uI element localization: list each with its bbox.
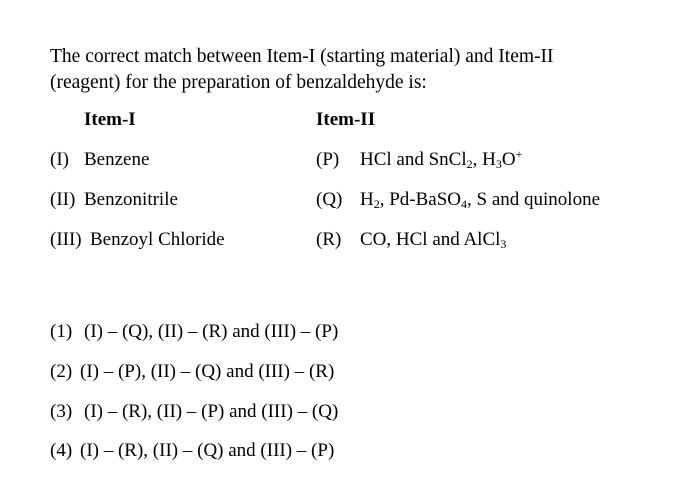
option-text: (I) – (Q), (II) – (R) and (III) – (P)	[84, 321, 339, 342]
item-i-text: Benzene	[84, 149, 150, 170]
item-i-row-3	[50, 228, 225, 252]
item-i-text: Benzoyl Chloride	[90, 229, 225, 250]
option-label: (3)	[50, 401, 73, 422]
item-ii-label: (Q)	[316, 189, 343, 210]
item-i-label: (II)	[50, 189, 76, 210]
answer-option-3[interactable]	[50, 400, 338, 424]
option-label: (4)	[50, 440, 73, 461]
item-ii-text: $H_2$, Pd-BaSO$_4$, S and quinolone	[360, 189, 601, 211]
item-i-row-2	[50, 188, 178, 212]
item-i-header: Item-I	[84, 109, 136, 130]
item-ii-text: CO, HCl and AlCl$_3$	[360, 229, 507, 251]
item-ii-label: (P)	[316, 149, 340, 170]
option-text: (I) – (P), (II) – (Q) and (III) – (R)	[80, 361, 335, 382]
option-label: (1)	[50, 321, 73, 342]
answer-option-1[interactable]	[50, 320, 338, 344]
question-line-2: (reagent) for the preparation of benzaldehyde is:	[50, 72, 427, 93]
item-i-row-1	[50, 148, 149, 172]
item-i-text: Benzonitrile	[84, 189, 178, 210]
question-stem	[50, 44, 670, 96]
answer-option-2[interactable]	[50, 360, 334, 384]
item-ii-label: (R)	[316, 229, 342, 250]
item-i-label: (I)	[50, 149, 69, 170]
option-text: (I) – (R), (II) – (P) and (III) – (Q)	[84, 401, 339, 422]
option-text: (I) – (R), (II) – (Q) and (III) – (P)	[80, 440, 335, 461]
answer-option-4[interactable]	[50, 439, 334, 463]
item-ii-row-2	[316, 188, 600, 212]
item-ii-row-1	[316, 148, 522, 172]
item-i-label: (III)	[50, 229, 82, 250]
item-ii-header: Item-II	[316, 109, 376, 130]
question-line-1: The correct match between Item-I (starting material) and Item-II	[50, 46, 554, 67]
item-ii-text: HCl and SnCl$_2$, $H_3O^+$	[360, 147, 523, 171]
option-label: (2)	[50, 361, 73, 382]
item-ii-row-3	[316, 228, 506, 252]
